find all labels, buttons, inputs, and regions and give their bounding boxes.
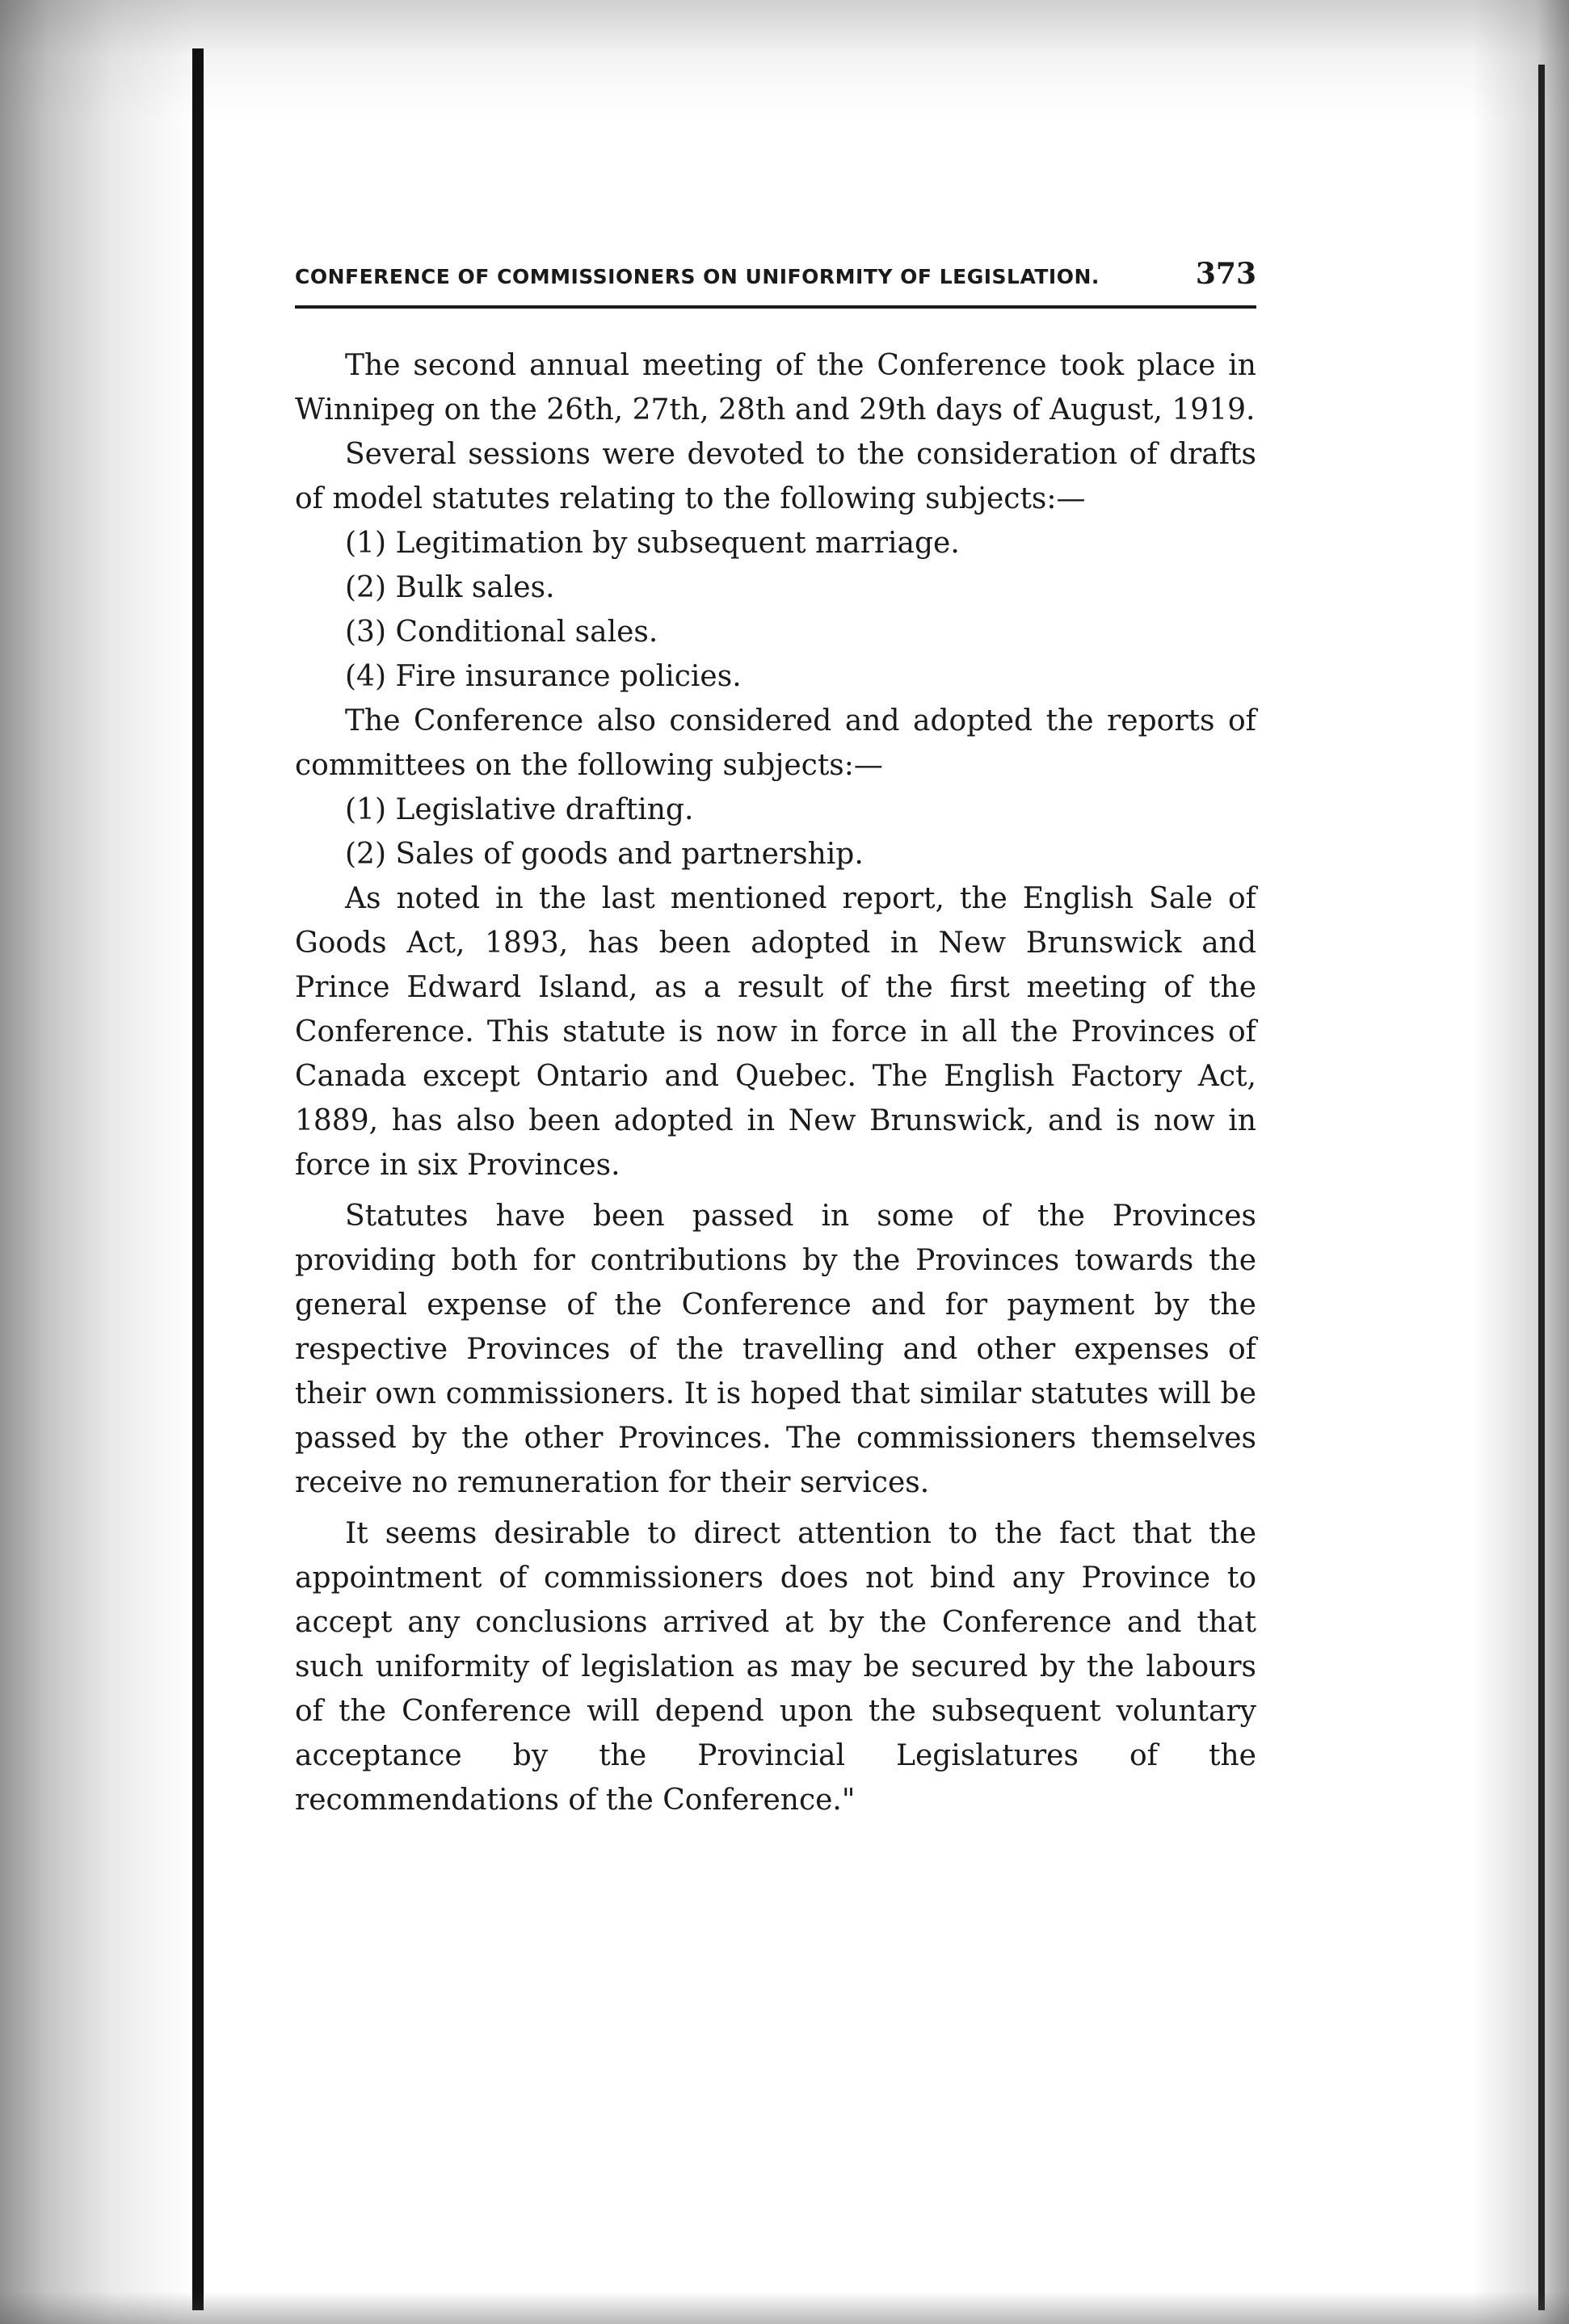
committee-subject-item: (1) Legislative drafting. [345,793,694,826]
binding-edge-left [192,48,204,2310]
committee-subject-item: (2) Sales of goods and partnership. [345,838,864,871]
draft-subject-item: (4) Fire insurance policies. [345,660,742,693]
page-body [295,343,1256,1822]
intro-paragraph: The second annual meeting of the Conference took place in Winnipeg on the 26th, 27th, 28th and 29th days of August, 1919. [295,349,1256,427]
binding-edge-right [1538,65,1545,2310]
closing-paragraph: It seems desirable to direct attention to the fact that the appointment of commissioners does not bind any Province to accept any conclusions arrived at by the Conference and that such uniformity of legislation as may be secured by the labours of the Conference will depend upon the subsequent voluntary acceptance by the Provincial Legislatures of the recommendations of the Conference." [295,1517,1256,1817]
running-head-title: CONFERENCE OF COMMISSIONERS ON UNIFORMITY OF LEGISLATION. [295,265,1100,288]
scan-shadow-left [0,0,194,2324]
running-head [295,257,1256,292]
header-rule [295,305,1256,309]
committees-paragraph: The Conference also considered and adopted the reports of committees on the following subjects:— [295,704,1256,782]
scan-shadow-right [1472,0,1569,2324]
scan-shadow-bottom [0,2292,1569,2324]
draft-subject-item: (1) Legitimation by subsequent marriage. [345,527,960,560]
draft-subject-item: (2) Bulk sales. [345,571,555,604]
scan-shadow-top [0,0,1569,121]
sessions-paragraph: Several sessions were devoted to the consideration of drafts of model statutes relating to the following subjects:— [295,438,1256,515]
statutes-paragraph: Statutes have been passed in some of the Provinces providing both for contributions by the Provinces towards the general expense of the Conference and for payment by the respective Provinces of the travelling and other expenses of their own commissioners. It is hoped that similar statutes will be passed by the other Provinces. The commissioners themselves receive no remuneration for their services. [295,1200,1256,1499]
sale-of-goods-paragraph: As noted in the last mentioned report, the English Sale of Goods Act, 1893, has been adopted in New Brunswick and Prince Edward Island, as a result of the first meeting of the Conference. This statute is now in force in all the Provinces of Canada except Ontario and Quebec. The English Factory Act, 1889, has also been adopted in New Brunswick, and is now in force in six Provinces. [295,882,1256,1182]
page-number: 373 [1195,257,1256,291]
draft-subject-item: (3) Conditional sales. [345,616,658,649]
